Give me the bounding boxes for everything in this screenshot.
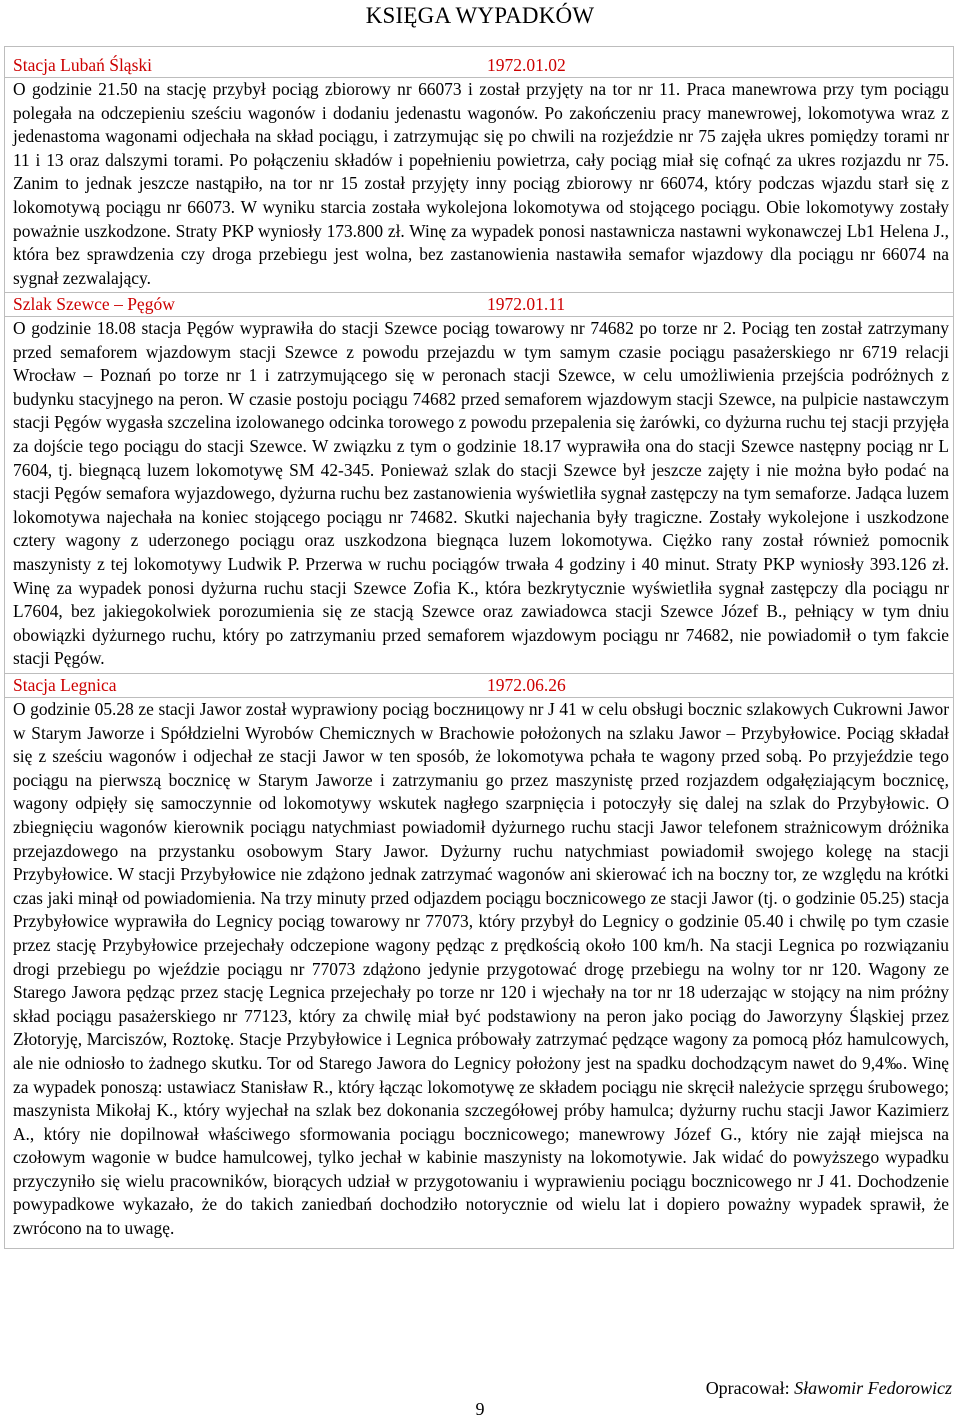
entry-location-legnica: Stacja Legnica	[13, 675, 117, 695]
entry-date-szewce: 1972.01.11	[487, 294, 566, 314]
entry-location-lubań: Stacja Lubań Śląski	[13, 55, 153, 75]
entry-date-legnica: 1972.06.26	[487, 675, 566, 695]
page-title: KSIĘGA WYPADKÓW	[365, 3, 595, 28]
footer-credit	[706, 1376, 952, 1400]
entry-location-szewce: Szlak Szewce – Pęgów	[13, 294, 175, 314]
page-number: 9	[475, 1399, 485, 1419]
footer-author: Sławomir Fedorowicz	[794, 1378, 952, 1398]
footer-prefix: Opracował:	[705, 1378, 795, 1398]
entry-text-lubań: O godzinie 21.50 na stację przybył pociąg zbiorowy nr 66073 i został przyjęty na tor nr 11. Praca manewrowa przy tym pociągu polegała na odczepieniu sześciu wagonów i dodaniu jedenastu wagonów. Po zakończeniu pracy manewrowej, lokomotywa wraz z jedenastoma wagonami odjechała na skład pociągu, i zatrzymując się po chwili na rozjeździe nr 75 zajęła ukres pomiędzy torami nr 11 i 13 oraz dalszymi torami. Po połączeniu składów i popełnieniu powietrza, cały pociąg miał się cofnąć za ukres rozjazdu nr 75. Zanim to jednak jeszcze nastąpiło, na tor nr 15 został przyjęty inny pociąg zbiorowy nr 66074, który podczas wjazdu starł się z lokomotywą pociągu nr 66073. W wyniku starcia została wykolejona lokomotywa od stojącego pociągu. Obie lokomotywy zostały poważnie uszkodzone. Straty PKP wyniosły 173.800 zł. Winę za wypadek ponosi nastawnicza nastawni wykonawczej Lb1 Helena J., która bez sprawdzenia czy droga przebiegu jest wolna, bez zastanowienia nastawiła semafor wjazdowy dla pociągu nr 66074 na sygnał zezwalający.	[13, 79, 949, 288]
entry-text-legnica: O godzinie 05.28 ze stacji Jawor został wyprawiony pociąg boczницowy nr J 41 w celu obsługi bocznic szlakowych Cukrowni Jawor w Starym Jaworze i Spółdzielni Wyrobów Chemicznych w Brachowie położonych na szlaku Jawor – Przybyłowice. Pociąg składał się z sześciu wagonów i odjechał ze stacji Jawor w ten sposób, że lokomotywa pchała te wagony przed sobą. Po przyjeździe tego pociągu na pierwszą bocznicę w Starym Jaworze i zatrzymaniu go przez maszynistę przed rozjazdem odgałęziającym bocznicę, wagony odpięły się samoczynnie od lokomotywy wskutek nagłego szarpnięcia i potoczyły się dalej na szlak do Przybyłowic. O zbiegnięciu wagonów kierownik pociągu natychmiast powiadomił dyżurnego ruchu stacji Jawor telefonem strażnicowym dróżnika przejazdowego na przystanku osobowym Stary Jawor. Dyżurny ruchu natychmiast powiadomił swojego kolegę na stacji Przybyłowice. W stacji Przybyłowice nie zdążono jednak zatrzymać wagonów ani skierować ich na boczny tor, ze względu na krótki czas jaki minął od powiadomienia. Na trzy minuty przed odjazdem pociągu bocznicowego ze stacji Jawor (tj. o godzinie 05.25) stacja Przybyłowice wyprawiła do Legnicy pociąg towarowy nr 77073, który przybył do Legnicy o godzinie 05.40 i chwilę po tym czasie przez stację Przybyłowice przejechały odczepione wagony pędząc z prędkością około 100 km/h. Na stacji Legnica po rozwiązaniu drogi przebiegu po wjeździe pociągu nr 77073 zdążono jedynie przygotować drogę przebiegu na wolny tor nr 120. Wagony ze Starego Jawora pędząc przez stację Legnica przejechały po torze nr 120 i wjechały na tor nr 18 uderzając w stojący na nim próżny skład pociągu pasażerskiego nr 77123, który za chwilę miał być podstawiony na peron jako pociąg do Jaworzyny Śląskiej przez Złotoryję, Marciszów, Roztokę. Stacje Przybyłowice i Legnica próbowały zatrzymać pędzące wagony za pomocą płóz hamulcowych, ale nie odniosło to żadnego skutku. Tor od Starego Jawora do Legnicy położony jest na spadku dochodzącym nawet do 9,4‰. Winę za wypadek ponoszą: ustawiacz Stanisław R., który łącząc lokomotywę ze składem pociągu nie skręcił należycie sprzęgu śrubowego; maszynista Mikołaj K., który wyjechał na szlak bez dokonania szczegółowej próby hamulca; dyżurny ruchu stacji Jawor Kazimierz A., który nie dopilnował właściwego sformowania pociągu bocznicowego; manewrowy Józef G., który nie zajął miejsca na czołowym wagonie w budce hamulcowej, tylko jechał w kabinie maszynisty na lokomotywie. Jak widać do powyższego wypadku przyczyniło się wielu pracowników, biorących udział w przygotowaniu i wyprawieniu pociągu bocznicowego nr J 41. Dochodzenie powypadkowe wykazało, że do takich zaniedbań dochodziło notorycznie od wielu lat i dopiero poważny wypadek sprawił, że zwrócono na to uwagę.	[13, 699, 949, 1239]
row-divider	[4, 673, 954, 674]
entry-text-szewce: O godzinie 18.08 stacja Pęgów wyprawiła do stacji Szewce pociąg towarowy nr 74682 po torze nr 2. Pociąg ten został zatrzymany przed semaforem wjazdowym stacji Szewce z powodu przejazdu w tym samym czasie pociągu pasażerskiego nr 6719 relacji Wrocław – Poznań po torze nr 1 i zatrzymującego się w peronach stacji Szewce, w celu umożliwienia przejścia podróżnych z budynku stacyjnego na peron. W czasie postoju pociągu 74682 przed semaforem wjazdowym stacji Szewce, na pulpicie nastawczym stacji Pęgów wygasła szczelina izolowanego odcinka torowego z powodu przepalenia się żarówki, co dyżurna ruchu tej stacji przyjęła za dojście tego pociągu do stacji Szewce. W związku z tym o godzinie 18.17 wyprawiła ona do stacji Szewce następny pociąg nr L 7604, tj. biegnącą luzem lokomotywę SM 42-345. Ponieważ szlak do stacji Szewce był jeszcze zajęty i nie można było podać na stacji Pęgów semafora wyjazdowego, dyżurna ruchu bez zastanowienia wyświetliła sygnał zastępczy na tym semaforze. Jadąca luzem lokomotywa najechała na koniec stojącego pociągu nr 74682. Skutki najechania były tragiczne. Zostały wykolejone i uszkodzone cztery wagony z uderzonego pociągu oraz uszkodzona biegnąca luzem lokomotywa. Ciężko rany został również pomocnik maszynisty z tej lokomotywy Ludwik P. Przerwa w ruchu pociągów trwała 4 godziny i 40 minut. Straty PKP wyniosły 393.126 zł. Winę za wypadek ponosi dyżurna ruchu stacji Szewce Zofia K., która bezkrytycznie wyświetliła sygnał zastępczy dla pociągu nr L7604, bez jakiegokolwiek porozumienia się ze stacją Szewce oraz zawiadowca stacji Szewce Józef B., pełniący w tym dniu obowiązki dyżurnego ruchu, który po zatrzymaniu przed semaforem wjazdowym pociągu nr 74682, nie powiadomił o tym fakcie stacji Pęgów.	[13, 318, 949, 669]
entry-date-lubań: 1972.01.02	[487, 55, 566, 75]
